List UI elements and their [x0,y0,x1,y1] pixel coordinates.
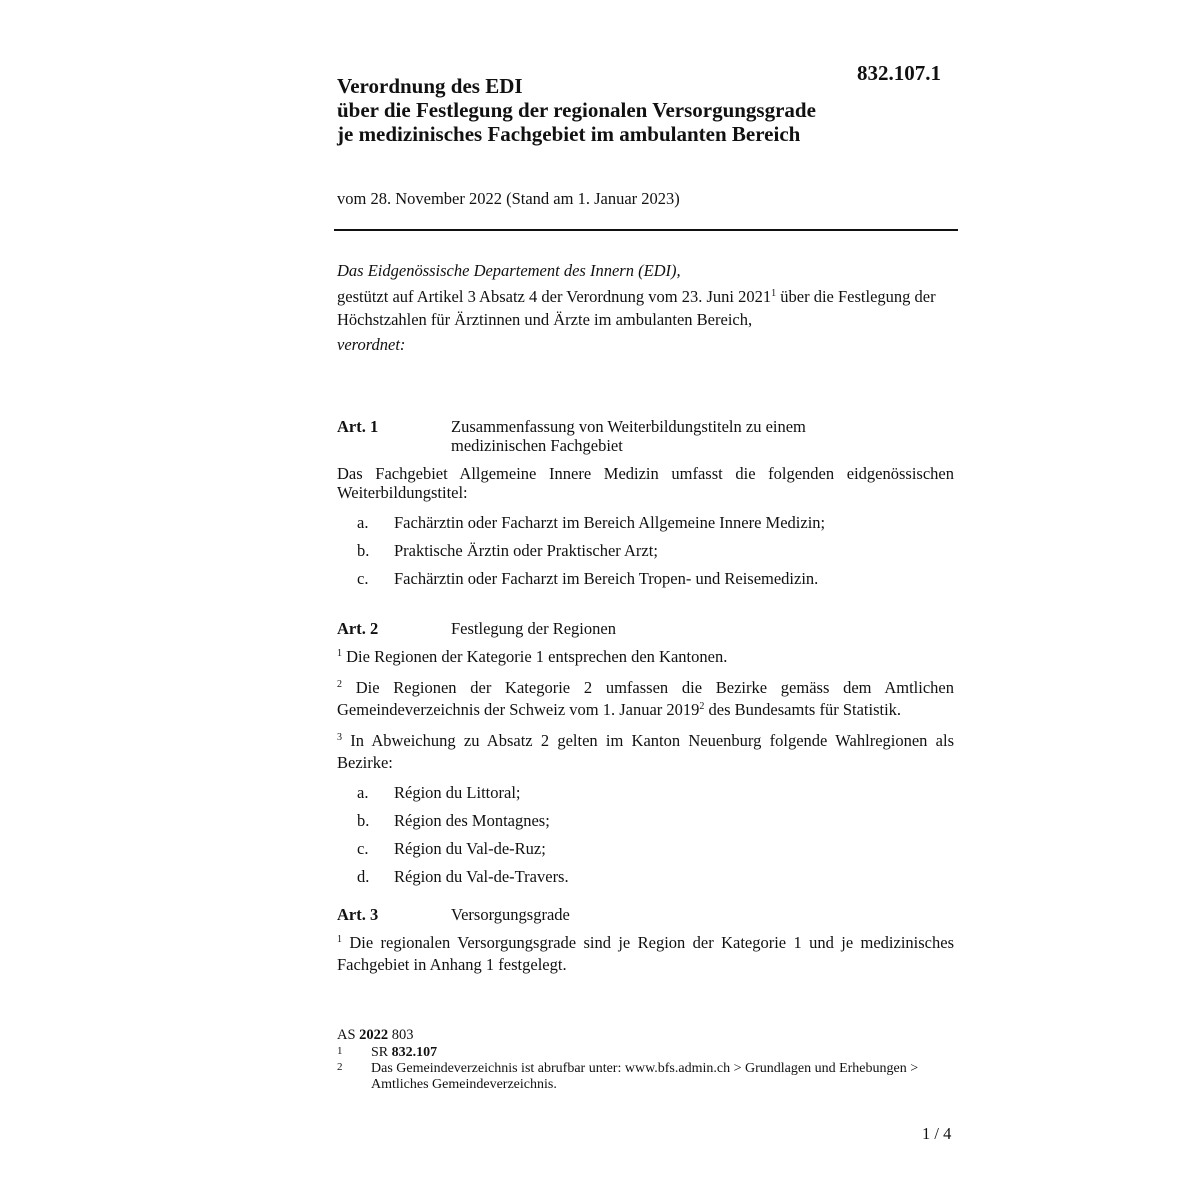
document-title [337,74,816,146]
article-1-intro: Das Fachgebiet Allgemeine Innere Medizin umfasst die folgenden eidgenössischen Weiterbildungstitel: [337,464,954,502]
title-line-3: je medizinisches Fachgebiet im ambulanten Bereich [337,122,801,146]
title-line-2: über die Festlegung der regionalen Versorgungsgrade [337,98,816,122]
paragraph-text: In Abweichung zu Absatz 2 gelten im Kanton Neuenburg folgende Wahlregionen als Bezirke: [337,731,954,772]
footnote-text: Das Gemeindeverzeichnis ist abrufbar unter: www.bfs.admin.ch > Grundlagen und Erhebungen > Amtliches Gemeindeverzeichnis. [371,1061,919,1092]
article-2 [337,619,954,895]
article-2-heading [337,619,954,638]
official-collection-ref [337,1027,954,1043]
article-2-paragraph-1 [337,647,954,669]
paragraph-number: 3 [337,732,342,743]
sr-number: 832.107.1 [857,61,941,85]
as-prefix: AS [337,1027,360,1043]
article-1-number: Art. 1 [337,417,379,436]
paragraph-text: Die Regionen der Kategorie 2 umfassen die Bezirke gemäss dem Amtlichen Gemeindeverzeichnis der Schweiz vom 1. Januar 2019 [337,678,954,719]
preamble-basis-text-cont: über die Festlegung der Höchstzahlen für Ärztinnen und Ärzte im ambulanten Bereich, [337,287,936,329]
footnote-sr-ref: 832.107 [391,1045,438,1060]
preamble-basis [337,287,954,330]
list-item [337,839,954,858]
article-1 [337,417,954,597]
article-2-number: Art. 2 [337,619,379,638]
preamble [337,261,954,355]
footnote-number: 1 [337,1045,343,1057]
list-item-text: Praktische Ärztin oder Praktischer Arzt; [394,541,658,560]
title-line-1: Verordnung des EDI [337,74,523,98]
list-item-letter: a. [357,513,369,532]
list-item [337,513,954,532]
paragraph-number: 1 [337,934,342,945]
list-item-text: Région du Val-de-Ruz; [394,839,546,858]
list-item-letter: b. [357,811,370,830]
list-item [337,867,954,886]
preamble-verordnet: verordnet: [337,335,406,354]
preamble-basis-text: gestützt auf Artikel 3 Absatz 4 der Verordnung vom 23. Juni 2021 [337,287,772,306]
article-3-title: Versorgungsgrade [451,905,570,924]
list-item [337,541,954,560]
article-3 [337,905,954,983]
paragraph-text-cont: des Bundesamts für Statistik. [704,700,902,719]
list-item-letter: d. [357,867,370,886]
title-divider [334,229,958,231]
footnote-number: 2 [337,1061,343,1073]
list-item-letter: c. [357,839,369,858]
document-date: vom 28. November 2022 (Stand am 1. Januar 2023) [337,189,680,208]
footnote-2 [337,1061,954,1093]
article-3-number: Art. 3 [337,905,379,924]
article-2-paragraph-3 [337,731,954,772]
as-year: 2022 [359,1027,389,1043]
list-item [337,783,954,802]
list-item-letter: c. [357,569,369,588]
article-2-paragraph-2 [337,678,954,722]
article-3-paragraph-1 [337,933,954,974]
list-item-text: Région des Montagnes; [394,811,550,830]
article-1-title: Zusammenfassung von Weiterbildungstiteln zu einem medizinischen Fachgebiet [451,417,806,455]
paragraph-text: Die Regionen der Kategorie 1 entsprechen den Kantonen. [342,647,728,666]
footnote-1 [337,1045,954,1061]
list-item-text: Fachärztin oder Facharzt im Bereich Tropen- und Reisemedizin. [394,569,819,588]
article-2-list [337,783,954,886]
page-footer [337,1027,954,1093]
footnote-prefix: SR [371,1045,392,1060]
article-1-heading [337,417,954,455]
article-3-heading [337,905,954,924]
page-number: 1 / 4 [922,1124,952,1143]
list-item [337,569,954,588]
list-item-text: Région du Val-de-Travers. [394,867,569,886]
preamble-authority: Das Eidgenössische Departement des Innern (EDI), [337,261,681,280]
article-2-title: Festlegung der Regionen [451,619,616,638]
list-item [337,811,954,830]
paragraph-number: 1 [337,648,342,659]
list-item-letter: a. [357,783,369,802]
list-item-letter: b. [357,541,370,560]
footnote-ref-2[interactable]: 2 [699,701,705,712]
paragraph-number: 2 [337,679,342,690]
paragraph-text: Die regionalen Versorgungsgrade sind je Region der Kategorie 1 und je medizinisches Fachgebiet in Anhang 1 festgelegt. [337,933,954,974]
footnote-ref-1[interactable]: 1 [771,288,777,299]
article-1-list [337,513,954,588]
list-item-text: Région du Littoral; [394,783,521,802]
as-page: 803 [388,1027,414,1043]
list-item-text: Fachärztin oder Facharzt im Bereich Allgemeine Innere Medizin; [394,513,826,532]
